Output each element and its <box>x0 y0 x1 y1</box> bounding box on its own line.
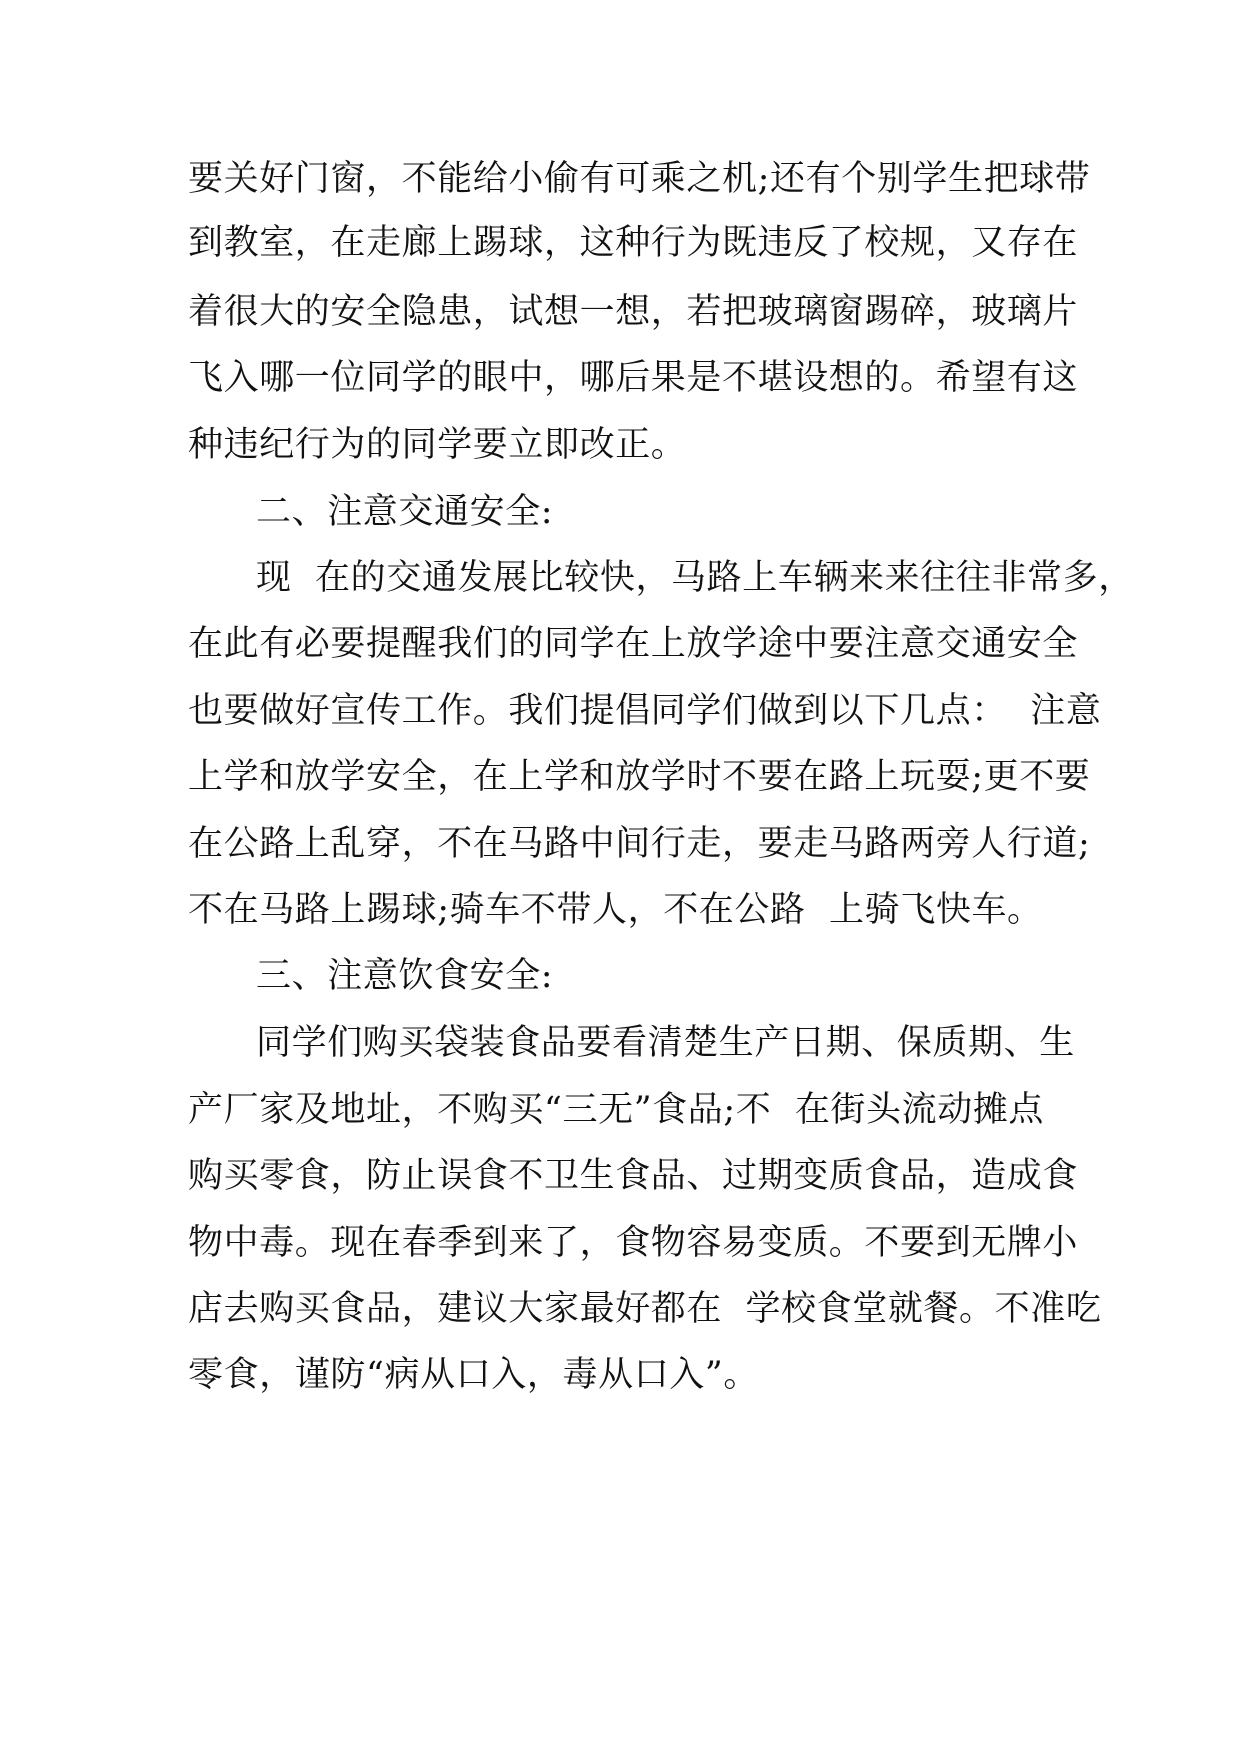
paragraph-line-14: 购买零食，防止误食不卫生食品、过期变质食品，造成食 <box>188 1156 1079 1196</box>
paragraph-line-16: 店去购买食品，建议大家最好都在 学校食堂就餐。不准吃 <box>188 1289 1102 1329</box>
paragraph-line-6: 现 在的交通发展比较快，马路上车辆来来往往非常多， <box>256 558 1134 598</box>
paragraph-line-15: 物中毒。现在春季到来了，食物容易变质。不要到无牌小 <box>188 1223 1079 1263</box>
paragraph-line-17: 零食，谨防“病从口入，毒从口入”。 <box>188 1355 759 1395</box>
section-heading-food: 三、注意饮食安全: <box>256 956 554 996</box>
paragraph-line-12: 同学们购买袋装食品要看清楚生产日期、保质期、生 <box>256 1023 1075 1063</box>
paragraph-line-5: 种违纪行为的同学要立即改正。 <box>188 425 687 465</box>
paragraph-line-7: 在此有必要提醒我们的同学在上放学途中要注意交通安全 <box>188 624 1079 664</box>
paragraph-line-4: 飞入哪一位同学的眼中，哪后果是不堪设想的。希望有这 <box>188 358 1079 398</box>
paragraph-line-13: 产厂家及地址，不购买“三无”食品;不 在街头流动摊点 <box>188 1090 1045 1130</box>
paragraph-line-8: 也要做好宣传工作。我们提倡同学们做到以下几点： 注意 <box>188 691 1102 731</box>
paragraph-line-10: 在公路上乱穿，不在马路中间行走，要走马路两旁人行道; <box>188 824 1091 864</box>
paragraph-line-3: 着很大的安全隐患，试想一想，若把玻璃窗踢碎，玻璃片 <box>188 292 1079 332</box>
paragraph-line-11: 不在马路上踢球;骑车不带人，不在公路 上骑飞快车。 <box>188 890 1043 930</box>
section-heading-traffic: 二、注意交通安全: <box>256 492 554 532</box>
paragraph-line-1: 要关好门窗，不能给小偷有可乘之机;还有个别学生把球带 <box>188 159 1091 199</box>
paragraph-line-2: 到教室，在走廊上踢球，这种行为既违反了校规，又存在 <box>188 223 1079 263</box>
paragraph-line-9: 上学和放学安全，在上学和放学时不要在路上玩耍;更不要 <box>188 757 1091 797</box>
